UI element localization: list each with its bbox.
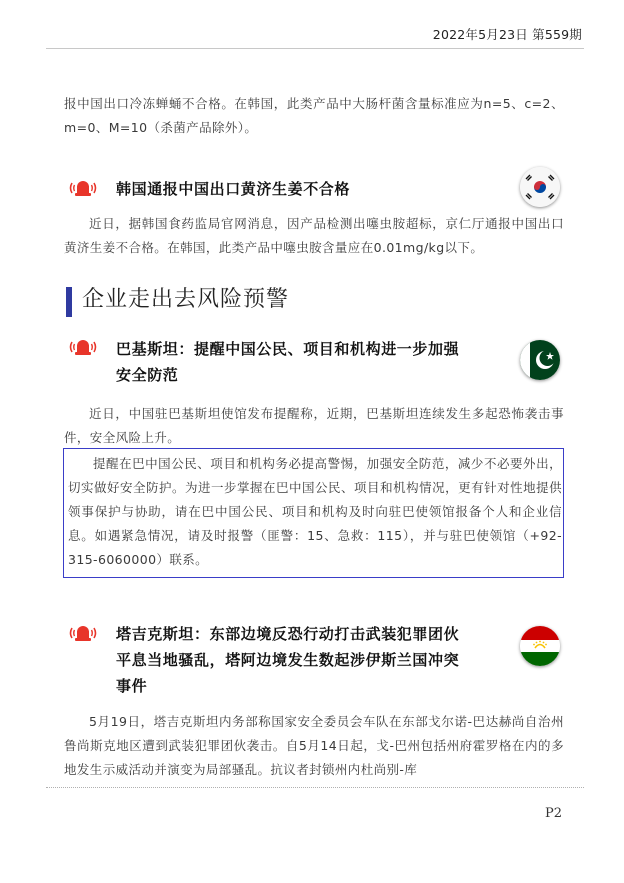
alarm-icon (68, 177, 98, 199)
section-accent-bar (66, 287, 72, 317)
footer-divider (46, 787, 584, 788)
item-body-korea: 近日，据韩国食药监局官网消息，因产品检测出噻虫胺超标，京仁厅通报中国出口黄济生姜不合格。在韩国，此类产品中噻虫胺含量应在0.01mg/kg以下。 (64, 216, 564, 255)
item-body-tajikistan: 5月19日，塔吉克斯坦内务部称国家安全委员会车队在东部戈尔诺-巴达赫尚自治州鲁尚斯克地区遭到武装犯罪团伙袭击。自5月14日起，戈-巴州包括州府霍罗格在内的多地发生示威活动并演变为局部骚乱。抗议者封锁州内杜尚别-库 (64, 714, 564, 777)
item-body-pakistan: 近日，中国驻巴基斯坦使馆发布提醒称，近期，巴基斯坦连续发生多起恐怖袭击事件，安全风险上升。 (64, 406, 564, 445)
issue-date: 2022年5月23日 第559期 (432, 27, 582, 42)
item-title-tajikistan-line1: 塔吉克斯坦：东部边境反恐行动打击武装犯罪团伙 (116, 625, 460, 643)
notice-box-text: 提醒在巴中国公民、项目和机构务必提高警惕，加强安全防范，减少不必要外出，切实做好安全防护。为进一步掌握在巴中国公民、项目和机构情况，更有针对性地提供领事保护与协助，请在巴中国公民、项目和机构及时向驻巴使领馆报备个人和企业信息。如遇紧急情况，请及时报警（匪警：15、急救：115），并与驻巴使领馆（+92-315-6060000）联系。 (68, 456, 562, 567)
south-korea-flag-icon (520, 167, 560, 207)
tajikistan-flag-icon (520, 626, 560, 666)
item-title-korea: 韩国通报中国出口黄济生姜不合格 (116, 180, 351, 198)
item-title-tajikistan-line3: 事件 (116, 677, 148, 695)
intro-paragraph: 报中国出口冷冻蝉蛹不合格。在韩国，此类产品中大肠杆菌含量标准应为n=5、c=2、m=0、M=10（杀菌产品除外）。 (64, 96, 564, 135)
item-title-pakistan-line2: 安全防范 (116, 366, 179, 384)
item-title-pakistan-line1: 巴基斯坦：提醒中国公民、项目和机构进一步加强 (116, 340, 460, 358)
section-title: 企业走出去风险预警 (82, 287, 290, 312)
header-divider (46, 48, 584, 49)
alarm-icon (68, 622, 98, 644)
alarm-icon (68, 336, 98, 358)
pakistan-flag-icon (520, 340, 560, 380)
page-number: P2 (544, 806, 562, 821)
item-title-tajikistan-line2: 平息当地骚乱，塔阿边境发生数起涉伊斯兰国冲突 (116, 651, 460, 669)
